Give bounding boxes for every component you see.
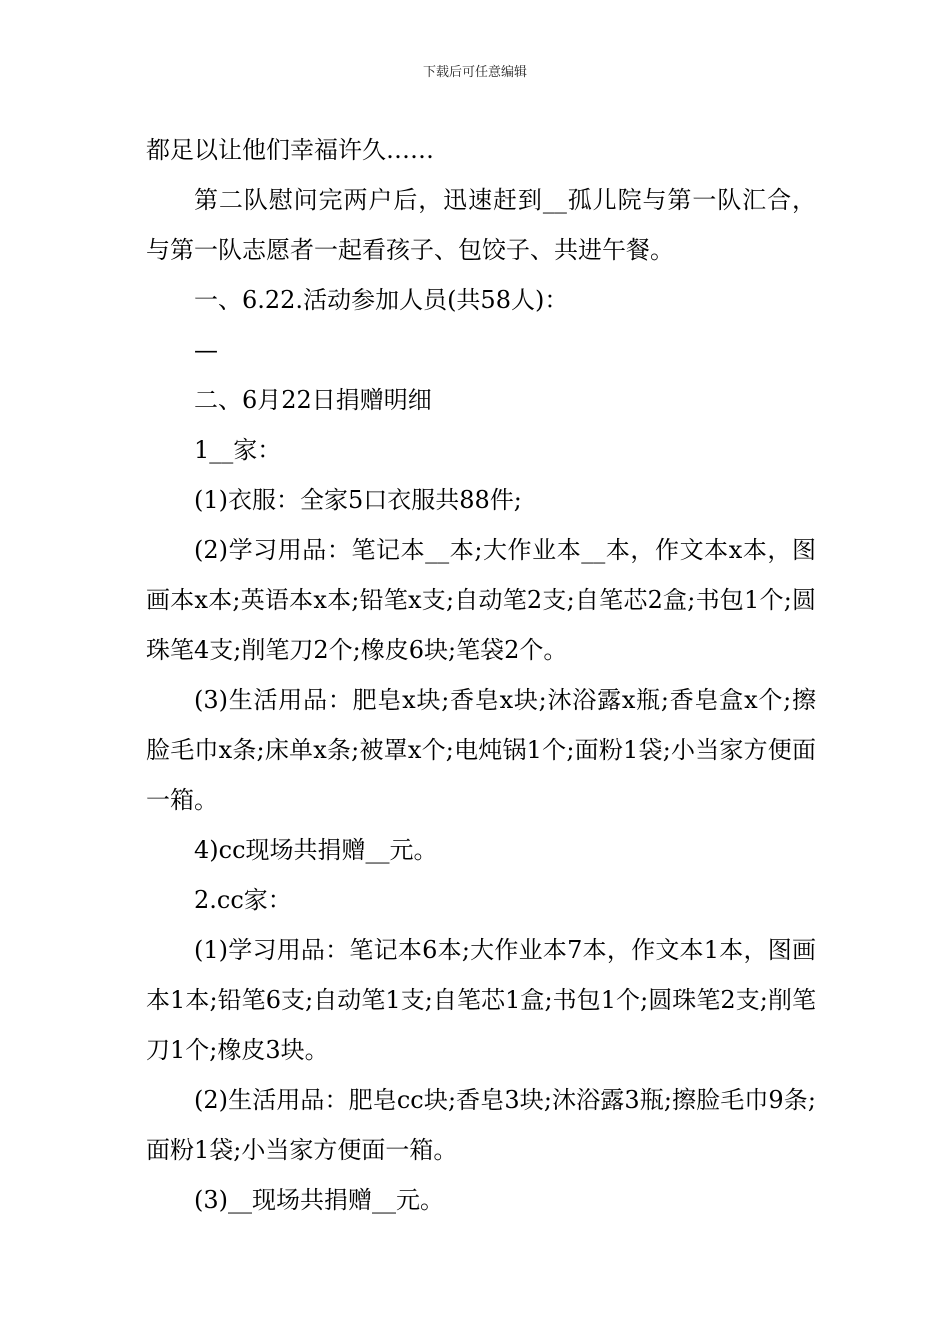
paragraph-family-2: 2.cc家： (194, 886, 292, 914)
paragraph-1: 都足以让他们幸福许久…… (146, 136, 434, 164)
paragraph-dash: — (194, 336, 218, 364)
page-header-note: 下载后可任意编辑 (422, 65, 527, 80)
paragraph-donation-heading: 二、6月22日捐赠明细 (194, 386, 432, 414)
paragraph-participants-heading: 一、6.22.活动参加人员(共58人)： (194, 286, 569, 314)
paragraph-cash-2: (3)__现场共捐赠__元。 (194, 1186, 444, 1214)
paragraph-study-supplies-2: (1)学习用品：笔记本6本;大作业本7本，作文本1本，图画本1本;铅笔6支;自动笔1支;自笔芯1盒;书包1个;圆珠笔2支;削笔刀1个;橡皮3块。 (146, 936, 816, 1064)
paragraph-daily-supplies-2: (2)生活用品：肥皂cc块;香皂3块;沐浴露3瓶;擦脸毛巾9条;面粉1袋;小当家方便面一箱。 (146, 1086, 816, 1164)
paragraph-cash-1: 4)cc现场共捐赠__元。 (194, 836, 438, 864)
paragraph-2: 第二队慰问完两户后，迅速赶到__孤儿院与第一队汇合，与第一队志愿者一起看孩子、包饺子、共进午餐。 (146, 186, 816, 264)
paragraph-family-1: 1__家： (194, 436, 282, 464)
paragraph-study-supplies-1: (2)学习用品：笔记本__本;大作业本__本，作文本x本，图画本x本;英语本x本;铅笔x支;自动笔2支;自笔芯2盒;书包1个;圆珠笔4支;削笔刀2个;橡皮6块;笔袋2个。 (146, 536, 816, 664)
document-body (146, 125, 816, 1225)
paragraph-clothes: (1)衣服：全家5口衣服共88件; (194, 486, 522, 514)
paragraph-daily-supplies-1: (3)生活用品：肥皂x块;香皂x块;沐浴露x瓶;香皂盒x个;擦脸毛巾x条;床单x条;被罩x个;电炖锅1个;面粉1袋;小当家方便面一箱。 (146, 686, 816, 814)
